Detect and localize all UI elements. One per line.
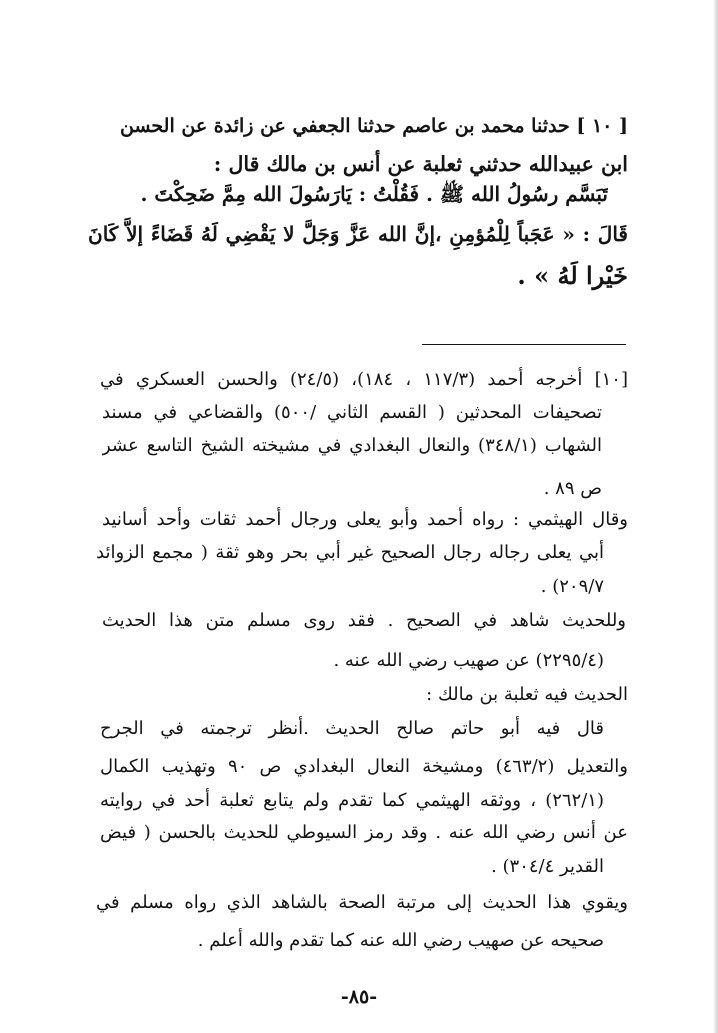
footnote-separator: [422, 344, 626, 345]
note-line-11: قال فيه أبو حاتم صالح الحديث .أنظر ترجمته في الجرح: [100, 718, 604, 739]
note-line-12: والتعديل (٤٦٣/٢) ومشيخة النعال البغدادي ص ٩٠ وتهذيب الكمال: [100, 756, 628, 777]
note-line-15: القدير ٣٠٤/٤) .: [491, 856, 604, 877]
note-line-1: [١٠] أخرجه أحمد (١١٧/٣ ، ١٨٤)، (٢٤/٥) والحسن العسكري في: [100, 369, 628, 390]
note-line-6: أبي يعلى رجاله رجال الصحيح غير أبي بحر وهو ثقة ( مجمع الزوائد: [96, 542, 604, 563]
note-line-17: صحيحه عن صهيب رضي الله عنه كما تقدم والله أعلم .: [197, 930, 604, 951]
note-line-5: وقال الهيثمي : رواه أحمد وأبو يعلى ورجال أحمد ثقات وأحد أسانيد: [102, 509, 628, 530]
note-line-8: وللحديث شاهد في الصحيح . فقد روى مسلم متن هذا الحديث: [102, 610, 626, 631]
note-line-7: . (٢٠٩/٧: [540, 576, 604, 597]
page-number: -٨٥-: [340, 986, 378, 1008]
note-line-4: ص ٨٩ .: [543, 478, 602, 499]
hadith-line-3: تَبَسَّم رسُولُ الله ﷺ . فَقُلْتُ : يَارَسُولَ الله مِمَّ ضَحِكْتَ .: [140, 182, 608, 206]
scan-edge: [713, 0, 718, 1033]
note-line-2: تصحيفات المحدثين ( القسم الثاني /٥٠٠) والقضاعي في مسند: [102, 402, 602, 423]
note-line-14: عن أنس رضي الله عنه . وقد رمز السيوطي للحديث بالحسن ( فيض: [100, 822, 628, 843]
note-line-16: ويقوي هذا الحديث إلى مرتبة الصحة بالشاهد الذي رواه مسلم في: [96, 892, 628, 913]
hadith-line-1: [ ١٠ ] حدثنا محمد بن عاصم حدثنا الجعفي عن زائدة عن الحسن: [120, 115, 628, 137]
hadith-line-2: ابن عبيدالله حدثني ثعلبة عن أنس بن مالك قال :: [213, 152, 628, 176]
note-line-9: (٢٢٩٥/٤) عن صهيب رضي الله عنه .: [333, 650, 604, 671]
hadith-line-4: قَالَ : « عَجَباً لِلْمُؤمِنِ ،إنَّ الله عَزَّ وَجَلَّ لا يَقْضِي لَهُ قَضَاءً إلاَّ كَانَ: [88, 222, 628, 246]
note-line-3: الشهاب (٣٤٨/١) والنعال البغدادي في مشيخته الشيخ التاسع عشر: [102, 435, 602, 456]
hadith-line-5: خَيْرا لَهُ » .: [517, 261, 628, 290]
note-line-10: الحديث فيه ثعلبة بن مالك :: [426, 684, 628, 705]
note-line-13: (٢٦٢/١) ، ووثقه الهيثمي كما تقدم ولم يتابع ثعلبة أحد في روايته: [100, 790, 604, 811]
